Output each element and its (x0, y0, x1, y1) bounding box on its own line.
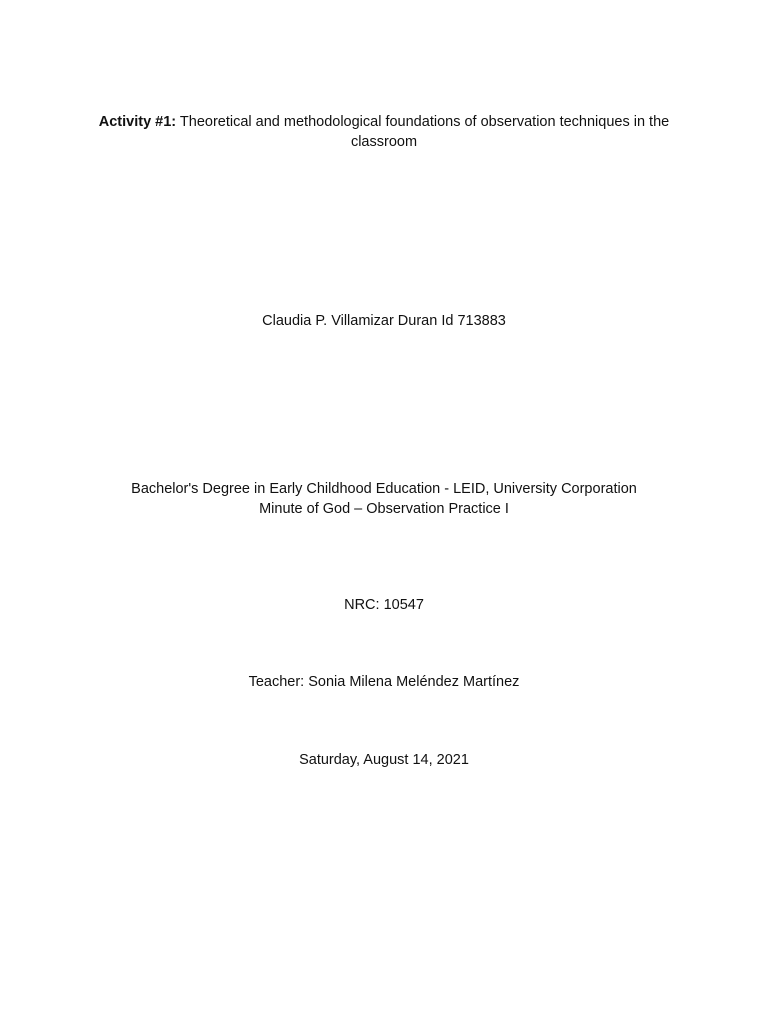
program-line-2: Minute of God – Observation Practice I (259, 501, 509, 517)
title-text-line2: classroom (350, 134, 418, 150)
teacher-name: Teacher: Sonia Milena Meléndez Martínez (248, 674, 520, 690)
title-text: Theoretical and methodological foundations of observation techniques in the (179, 114, 670, 130)
author-name: Claudia P. Villamizar Duran Id 713883 (262, 313, 506, 329)
title-label: Activity #1: (98, 114, 177, 130)
document-date: Saturday, August 14, 2021 (299, 752, 469, 768)
program-info (60, 479, 708, 519)
nrc-code: NRC: 10547 (344, 597, 424, 613)
document-title (60, 112, 708, 152)
program-line-1: Bachelor's Degree in Early Childhood Education - LEID, University Corporation (131, 481, 637, 497)
